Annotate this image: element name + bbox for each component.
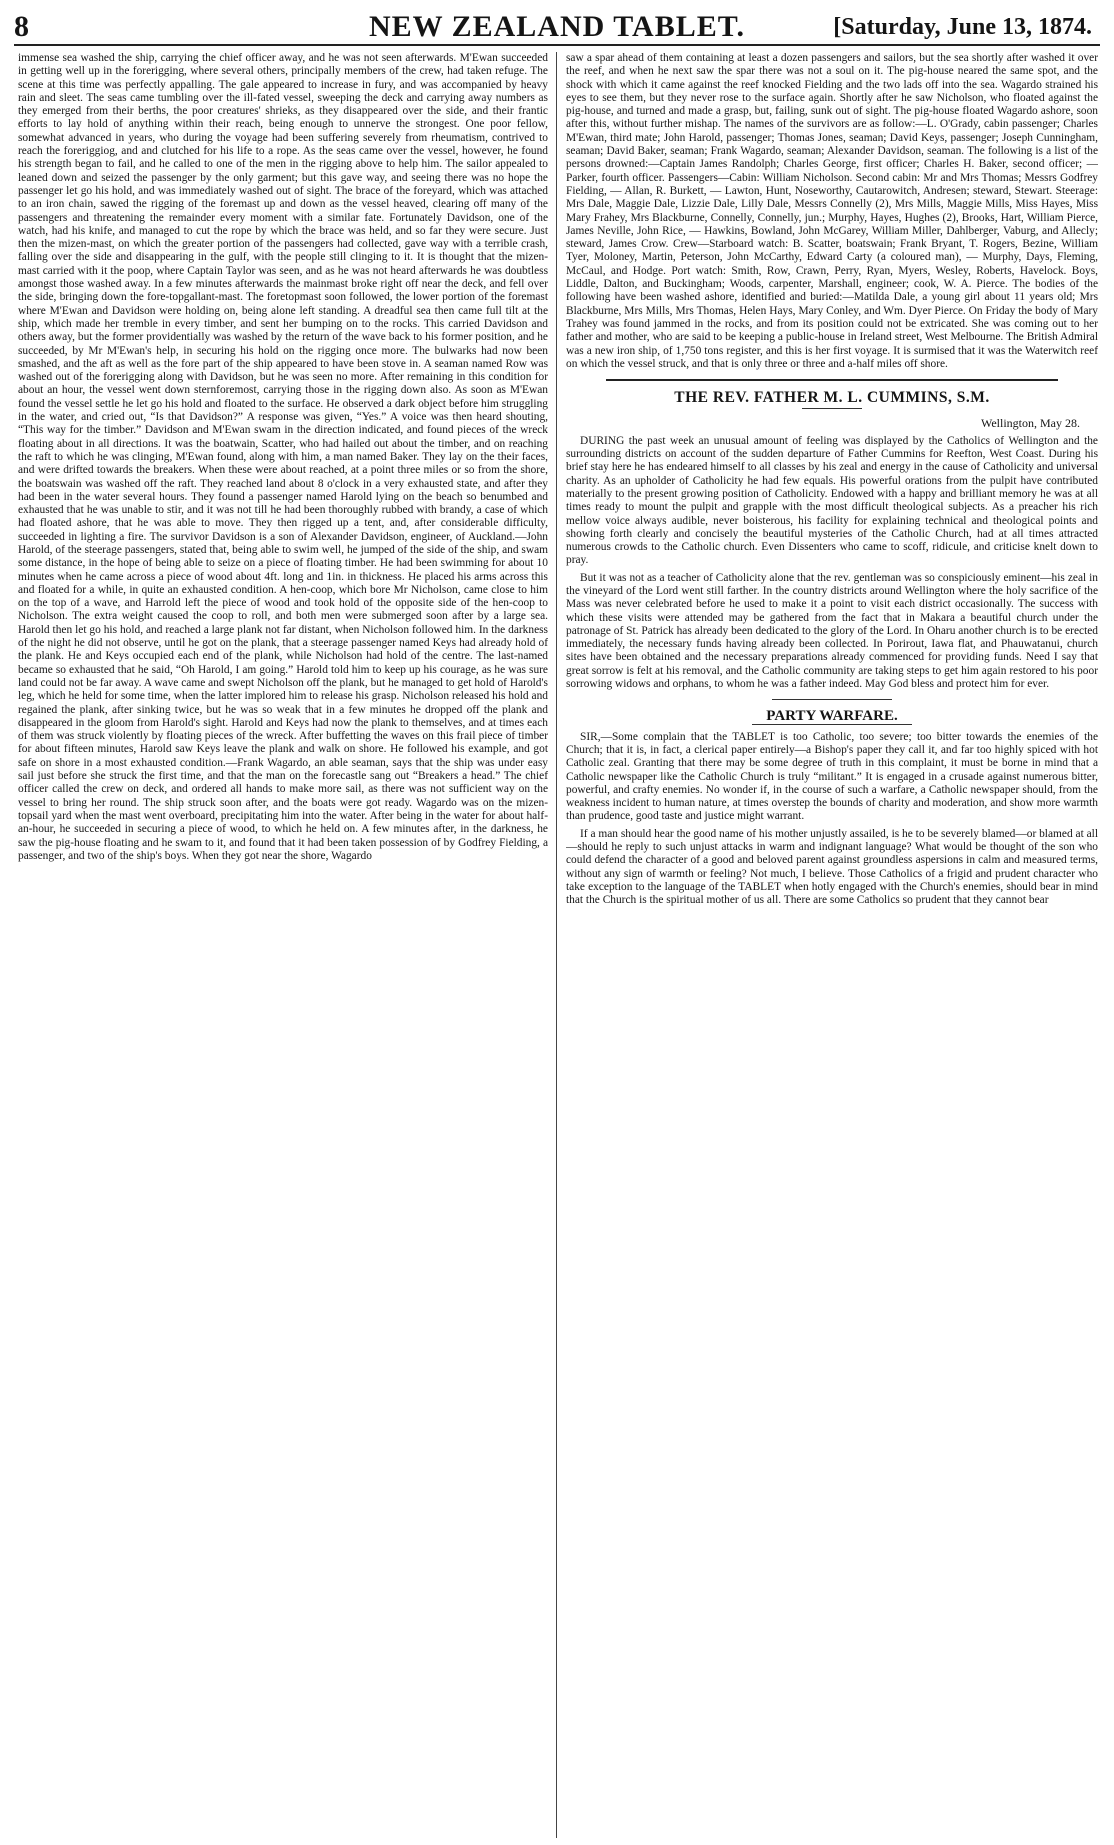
party-warfare-title: PARTY WARFARE.: [752, 710, 912, 724]
masthead: [14, 10, 1100, 46]
left-column: [18, 52, 548, 1838]
section-rule-short: [772, 699, 892, 700]
cummins-paragraph-2: But it was not as a teacher of Catholicity alone that the rev. gentleman was so conspiciously eminent—his zeal in the vineyard of the Lord went still farther. In the country districts around Wellington where the holy sacrifice of the Mass was never celebrated before he used to make it a point to visit each district occasionally. The success with which these visits were attended may be gathered from the fact that in Makara a beautiful church under the patronage of St. Patrick has already been dedicated to the glory of the Lord. In Oharu another church is to be erected immediately, the necessary funds having already been collected. In Porirout, Iawa flat, and Phauwatanui, church sites have been obtained and the necessary preparations already commenced for providing funds. Need I say that great sorrow is felt at his removal, and the Catholic community are taking steps to get him again restored to his poor sorrowing widows and orphans, to whom he was a father indeed. May God bless and protect him for ever.: [566, 571, 1098, 691]
party-warfare-paragraph-2: If a man should hear the good name of his mother unjustly assailed, is he to be severely blamed—or blamed at all—should he reply to such unjust attacks in warm and indignant language? What would be thought of the son who could defend the character of a good and beloved parent against groundless aspersions in calm and measured terms, without any sign of warmth or feeling? Not much, I believe. Those Catholics of a frigid and prudent character who take exception to the language of the TABLET when hotly engaged with the Church's enemies, should bear in mind that the Church is the spiritual mother of us all. There are some Catholics so prudent that they cannot bear: [566, 827, 1098, 907]
cummins-article-title: THE REV. FATHER M. L. CUMMINS, S.M.: [674, 389, 990, 407]
right-column: [566, 52, 1098, 1838]
newspaper-title: NEW ZEALAND TABLET.: [368, 10, 746, 43]
column-divider: [556, 52, 557, 1838]
cummins-paragraph-1: DURING the past week an unusual amount of feeling was displayed by the Catholics of Wellington and the surrounding districts on account of the sudden departure of Father Cummins for Reefton, West Coast. During his brief stay here he has endeared himself to all classes by his zeal and energy in the cause of Catholicity and universal charity. As an upholder of Catholicity he had few equals. His powerful orations from the pulpit have contributed materially to the present growing position of Catholicity. Endowed with a happy and brilliant memory he was at all times ready to mount the pulpit and grapple with the most difficult theological subjects. As a preacher his rich mellow voice always audible, never boisterous, his facility for explaining technical and theological points and showing forth clearly and concisely the beautiful mysteries of the Catholic Church, had at all times attracted numerous crowds to the Catholic church. Even Dissenters who came to scoff, ridicule, and criticise knelt down to pray.: [566, 434, 1098, 567]
wreck-report-continuation: saw a spar ahead of them containing at least a dozen passengers and sailors, but the sea shortly after washed it over the reef, and when he next saw the spar there was not a soul on it. The pig-house neared the same spot, and the shock with which it came against the reef knocked Fielding and the two lads off into the sea. Wagardo strained his eyes to see them, but they never rose to the surface again. Shortly after he saw Nicholson, who floated against the pig-house, and turned and made a grasp, but, failing, sunk out of sight. The pig-house floated Wagardo ashore, soon after this, without further mishap. The names of the survivors are as follow:—L. O'Grady, cabin passenger; Charles M'Ewan, third mate; John Harold, passenger; Thomas Jones, seaman; David Keys, passenger; Joseph Cunningham, seaman; David Baker, seaman; Frank Wagardo, seaman; Alexander Davidson, seaman. The following is a list of the persons drowned:—Captain James Randolph; Charles George, first officer; Charles H. Baker, second officer; — Parker, fourth officer. Passengers—Cabin: William Nicholson. Second cabin: Mr and Mrs Thomas; Messrs Godfrey Fielding, — Allan, R. Burkett, — Lawton, Hunt, Noseworthy, Cautarowitch, Andresen; steward, Stewart. Steerage: Mrs Dale, Maggie Dale, Lizzie Dale, Lilly Dale, Messrs Connelly (2), Mrs Mills, Maggie Mills, Miss Hayes, Miss Mary Frahey, Mrs Blackburne, Connelly, Connelly, jun.; Murphy, Hayes, Hughes (2), Brooks, Hart, William Pierce, James Neville, John Rice, — Hawkins, Bowland, John McGarey, William Miller, Dahlberger, Vaburg, and Allecly; steward, James Crow. Crew—Starboard watch: B. Scatter, boatswain; Frank Bryant, T. Rogers, Bezine, William Tyer, Moloney, Martin, Peterson, John McCarthy, Edward Carty (a coloured man), — Murphy, Days, Fleming, McCaul, and Hodge. Port watch: Smith, Row, Crawn, Perry, Ryan, Myers, Wesley, Roberts, Havelock. Boys, Liddle, Dalton, and Buckingham; Woods, carpenter, Marshall, engineer; cook, W. A. Pierce. The bodies of the following have been washed ashore, identified and buried:—Matilda Dale, a young girl about 11 years old; Mrs Blackburne, Mrs Mills, Mrs Thomas, Helen Hays, Mary Conley, and Wm. Dyer Pierce. On Friday the body of Mary Trahey was found jammed in the rocks, and from its position could not be extricated. She was coming out to her father and mother, who are said to be keeping a public-house in Ireland street, West Melbourne. The British Admiral was a new iron ship, of 1,750 tons register, and this is her first voyage. It is surmised that it was the Waterwitch reef on which the vessel struck, and that is only three or three and a-half miles off shore.: [566, 52, 1098, 370]
issue-date: [Saturday, June 13, 1874.: [833, 14, 1092, 40]
party-warfare-paragraph-1: SIR,—Some complain that the TABLET is too Catholic, too severe; too bitter towards the enemies of the Church; that it is, in fact, a clerical paper entirely—a Bishop's paper they call it, and far too highly spiced with hot Catholic zeal. Granting that there may be some degree of truth in this complaint, it must be borne in mind that a Catholic newspaper like the Catholic Church is truly “militant.” It is engaged in a crusade against numerous bitter, powerful, and crafty enemies. No wonder if, in the course of such a warfare, a Catholic newspaper should, from the weakness incident to human nature, at times overstep the bounds of charity and moderation, and show more warmth than prudence, good taste and justice might warrant.: [566, 730, 1098, 823]
cummins-dateline: Wellington, May 28.: [980, 416, 1080, 431]
title-underline: [802, 408, 862, 409]
section-rule: [606, 379, 1058, 381]
page-number: 8: [14, 10, 29, 43]
wreck-report-paragraph: immense sea washed the ship, carrying the chief officer away, and he was not seen afterwards. M'Ewan succeeded in getting well up in the forerigging, where several others, principally members of the crew, had taken refuge. The scene at this time was perfectly appalling. The gale appeared to increase in fury, and was accompanied by heavy rain and sleet. The seas came tumbling over the ill-fated vessel, sweeping the deck and carrying away numbers as they emerged from their berths, the poor creatures' shrieks, as they disappeared over the side, and their frantic efforts to lay hold of anything within their reach, being enough to unnerve the strongest. One poor fellow, somewhat advanced in years, who during the voyage had been suffering severely from rheumatism, contrived to reach the foreriggiog, and and clutched for his life to a rope. As the seas came over the vessel, however, he found his strength began to fail, and he called to one of the men in the rigging above to help him. The sailor appealed to leaned down and seized the passenger by the only garment; but this gave way, and seeing there was no hope the passenger let go his hold, and was immediately washed out of sight. The brace of the foreyard, which was attached to an iron chain, sawed the rigging of the foremast up and down as the vessel heaved, clearing off many of the passengers and threatening the remainder every moment with a similar fate. Fortunately Davidson, one of the watch, had his knife, and managed to cut the rope by which the brace was held, and so far they were secure. Just then the mizen-mast, on which the greater portion of the passengers had collected, gave way with a terrible crash, falling over the side and disappearing in the gulf, with the people still clinging to it. It is thought that the mizen-mast carried with it the poop, where Captain Taylor was seen, and as he was not heard afterwards he was doubtless amongst those washed away. In a few minutes afterwards the mainmast broke right off near the deck, and fell over the side, bringing down the fore-topgallant-mast. The foretopmast soon followed, the lower portion of the foremast where M'Ewan and Davidson were holding on, being alone left standing. A dreadful sea then came full tilt at the ship, which made her tremble in every timber, and sent her bumping on to the rocks. This carried Davidson and others away, but the former providentially was washed by the return of the wave back to his former position, and he succeeded, by Mr M'Ewan's help, in securing his hold on the rigging once more. The bulwarks had now been smashed, and the aft as well as the fore part of the ship appeared to have been stove in. A seaman named Row was washed out of the forerigging along with Davidson, but he was seen no more. After remaining in this condition for about an hour, the vessel went down sternforemost, carrying those in the rigging down also. As soon as M'Ewan found the vessel settle he let go his hold and floated to the surface. He observed a dark object before him struggling in the water, and cried out, “Is that Davidson?” A response was given, “Yes.” A voice was then heard shouting, “This way for the timber.” Davidson and M'Ewan swam in the direction indicated, and found pieces of the wreck floating about in all directions. It was the boatwain, Scatter, who had hailed out about the timber, and on reaching the raft to which he was clinging, M'Ewan found, along with him, a man named Baker. They lay on the their faces, and were drifted towards the breakers. When these were about reached, at a point three miles or so from the shore, the boatswain was washed off the raft. They reached land about 8 o'clock in a very exhausted state, and after they had been in the water several hours. They found a passenger named Harold lying on the beach so benumbed and exhausted that he was unable to stir, and it was not till he had been thoroughly rubbed with brandy, a case of which had floated ashore, that he was able to move. They then rigged up a tent, and, after considerable difficulty, succeeded in lighting a fire. The survivor Davidson is a son of Alexander Davidson, engineer, of Auckland.—John Harold, of the steerage passengers, stated that, being able to swim well, he jumped of the side of the ship, and swam some distance, in the hope of being able to seize on a piece of floating timber. He had been swimming for about 10 minutes when he came across a piece of wood about 4ft. long and 1in. in thickness. He placed his arms across this and floated for a while, in quite an exhausted condition. A hen-coop, which bore Mr Nicholson, came close to him on the top of a wave, and Harrold left the piece of wood and took hold of the opposite side of the hen-coop to Nicholson. The extra weight caused the coop to roll, and both men were submerged soon after by a large sea. Harold then let go his hold, and reached a large plank not far distant, when Nicholson followed him. In the darkness of the night he did not observe, until he got on the plank, that a steerage passenger named Keys had already hold of the plank. He and Keys occupied each end of the plank, while Nicholson had hold of the centre. The last-named became so exhausted that he said, “Oh Harold, I am going.” Harold told him to keep up his courage, as he was sure land could not be far away. A wave came and swept Nicholson off the plank, but he managed to get hold of Harold's leg, which he held for some time, when the latter implored him to release his grasp. Nicholson released his hold and regained the plank, after sinking twice, but he was so weak that in a few minutes he dropped off the plank and disappeared in the gloom from Harold's sight. Harold and Keys had now the plank to themselves, and at times each of them was struck violently by floating pieces of the wreck. After buffetting the waves on this frail piece of timber for about fifteen minutes, Harold saw Keys leave the plank and walk on shore. He followed his example, and got safe on shore in a most exhausted condition.—Frank Wagardo, an able seaman, says that the ship was under easy sail just before she struck the first time, and that the man on the forecastle sang out “Breakers a head.” The chief officer called the crew on deck, and ordered all hands to make more sail, as there was not sufficient way on the vessel to bring her round. The ship struck soon after, and the boats were got ready. Wagardo was on the mizen-topsail yard when the mast went overboard, precipitating him into the water. After being in the water for about half-an-hour, he succeeded in securing a piece of wood, to which he held on. A few minutes after, in the darkness, he saw the pig-house floating and he swam to it, and found that it had been taken possession of by Godfrey Fielding, a passenger, and two of the ship's boys. When they got near the shore, Wagardo: [18, 52, 548, 862]
